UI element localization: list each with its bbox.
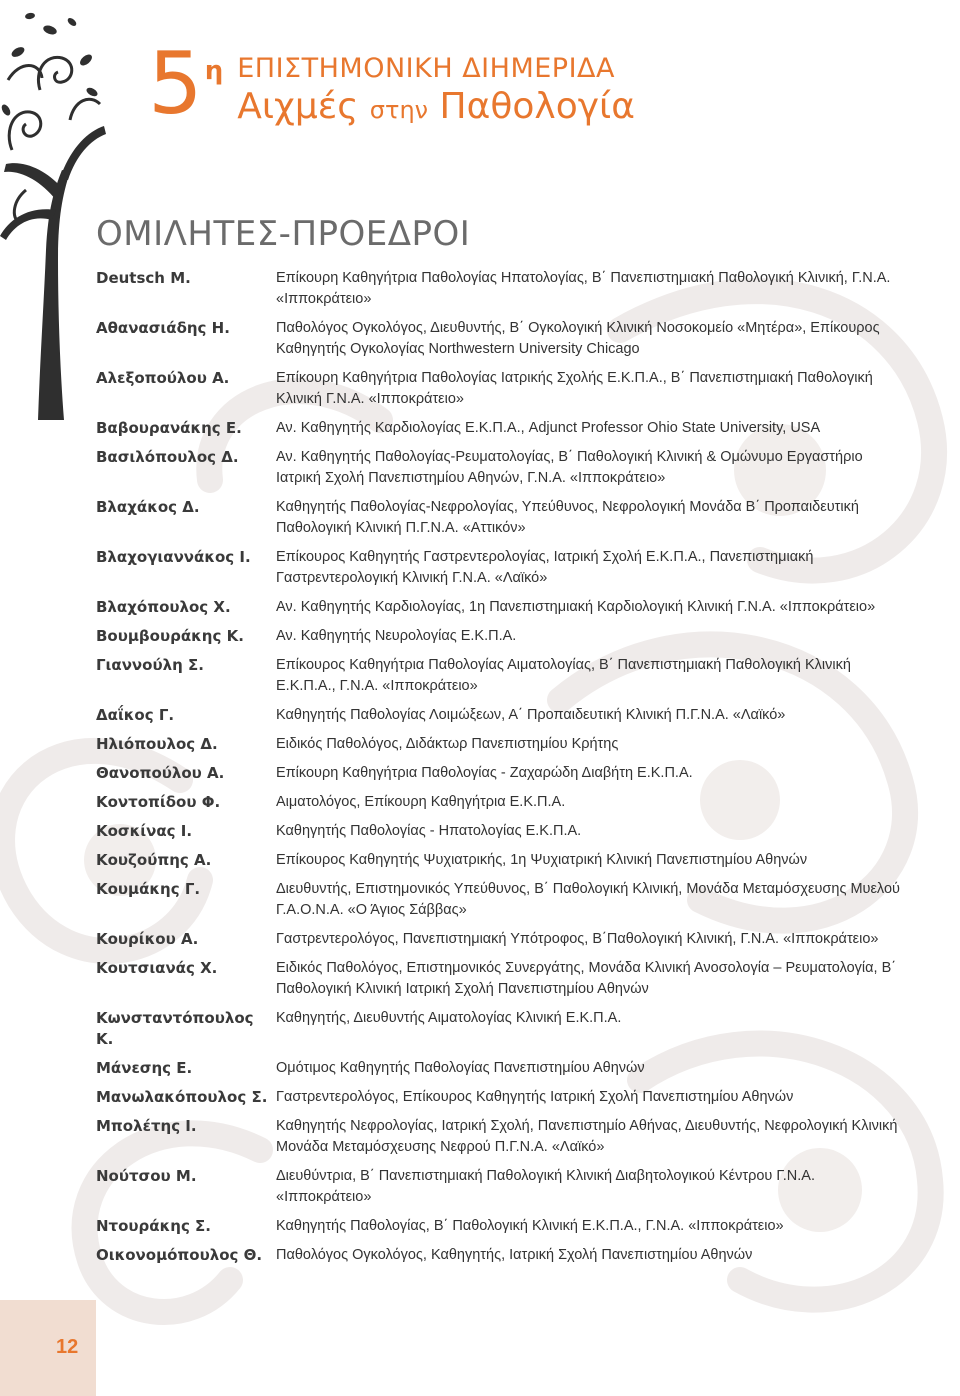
- speaker-row: [96, 318, 906, 360]
- tree-illustration: [0, 0, 110, 420]
- speaker-row: [96, 1216, 906, 1237]
- speaker-row: [96, 929, 906, 950]
- speaker-row: [96, 626, 906, 647]
- edition-text: [237, 54, 635, 131]
- speaker-name: Κουρίκου Α.: [96, 930, 199, 948]
- speaker-role: Αν. Καθηγητής Νευρολογίας Ε.Κ.Π.Α.: [276, 628, 517, 644]
- speaker-name: Κοντοπίδου Φ.: [96, 793, 221, 811]
- speaker-row: [96, 1058, 906, 1079]
- page-number: 12: [56, 1336, 79, 1358]
- event-title: ΕΠΙΣΤΗΜΟΝΙΚΗ ΔΙΗΜΕΡΙΔΑ: [237, 53, 615, 84]
- speaker-name: Μανωλακόπουλος Σ.: [96, 1088, 268, 1106]
- subtitle-part3: Παθολογία: [439, 86, 635, 127]
- speaker-name: Δαΐκος Γ.: [96, 706, 175, 724]
- speaker-name: Μπολέτης Ι.: [96, 1117, 197, 1135]
- event-header: [148, 34, 635, 134]
- speaker-role: Επίκουρος Καθηγήτρια Παθολογίας Αιματολογίας, Β΄ Πανεπιστημιακή Παθολογική Κλινική Ε.Κ.Π.Α., Γ.Ν.Α. «Ιπποκράτειο»: [276, 657, 851, 694]
- speaker-row: [96, 1087, 906, 1108]
- speaker-row: [96, 497, 906, 539]
- speaker-name: Αθανασιάδης Η.: [96, 319, 230, 337]
- speaker-name: Κοσκίνας Ι.: [96, 822, 193, 840]
- speaker-role: Καθηγητής Παθολογίας-Νεφρολογίας, Υπεύθυνος, Νεφρολογική Μονάδα Β΄ Προπαιδευτική Παθολογική Κλινική Π.Γ.Ν.Α. «Αττικόν»: [276, 499, 859, 536]
- speaker-row: [96, 1245, 906, 1266]
- speaker-list: [96, 268, 906, 1274]
- speaker-name: Κουμάκης Γ.: [96, 880, 201, 898]
- speaker-row: [96, 268, 906, 310]
- edition-suffix: η: [204, 56, 224, 86]
- edition-block: [148, 34, 635, 134]
- speaker-row: [96, 958, 906, 1000]
- speaker-row: [96, 368, 906, 410]
- speaker-row: [96, 792, 906, 813]
- speaker-role: Διευθύντρια, Β΄ Πανεπιστημιακή Παθολογική Κλινική Διαβητολογικού Κέντρου Γ.Ν.Α. «Ιπποκράτειο»: [276, 1168, 815, 1205]
- speaker-row: [96, 1008, 906, 1050]
- speaker-name: Ηλιόπουλος Δ.: [96, 735, 218, 753]
- page-number-tab: [0, 1300, 96, 1396]
- speaker-role: Επίκουρη Καθηγήτρια Παθολογίας Ηπατολογίας, Β΄ Πανεπιστημιακή Παθολογική Κλινική, Γ.Ν.Α. «Ιπποκράτειο»: [276, 270, 891, 307]
- speaker-name: Νούτσου Μ.: [96, 1167, 197, 1185]
- speaker-role: Παθολόγος Ογκολόγος, Διευθυντής, Β΄ Ογκολογική Κλινική Νοσοκομείο «Μητέρα», Επίκουρος Καθηγητής Ογκολογίας Northwestern University Chicago: [276, 320, 880, 357]
- speaker-name: Βασιλόπουλος Δ.: [96, 448, 239, 466]
- speaker-role: Επίκουρη Καθηγήτρια Παθολογίας - Ζαχαρώδη Διαβήτη Ε.Κ.Π.Α.: [276, 765, 693, 781]
- speaker-name: Βαβουρανάκης Ε.: [96, 419, 242, 437]
- speaker-role: Διευθυντής, Επιστημονικός Υπεύθυνος, Β΄ Παθολογική Κλινική, Μονάδα Μεταμόσχευσης Μυελού Γ.Α.Ο.Ν.Α. «Ο Άγιος Σάββας»: [276, 881, 900, 918]
- speaker-row: [96, 597, 906, 618]
- event-subtitle: [237, 86, 635, 131]
- speaker-name: Θανοπούλου Α.: [96, 764, 225, 782]
- speaker-name: Γιαννούλη Σ.: [96, 656, 204, 674]
- speaker-row: [96, 547, 906, 589]
- speaker-name: Βλαχόπουλος Χ.: [96, 598, 231, 616]
- speaker-name: Μάνεσης Ε.: [96, 1059, 193, 1077]
- speaker-row: [96, 1116, 906, 1158]
- speaker-name: Οικονομόπουλος Θ.: [96, 1246, 263, 1264]
- speaker-role: Καθηγητής Παθολογίας, Β΄ Παθολογική Κλινική Ε.Κ.Π.Α., Γ.Ν.Α. «Ιπποκράτειο»: [276, 1218, 784, 1234]
- speaker-name: Αλεξοπούλου Α.: [96, 369, 230, 387]
- speaker-row: [96, 821, 906, 842]
- speaker-role: Αν. Καθηγητής Καρδιολογίας, 1η Πανεπιστημιακή Καρδιολογική Κλινική Γ.Ν.Α. «Ιπποκράτειο»: [276, 599, 876, 615]
- speaker-row: [96, 879, 906, 921]
- edition-number: 5: [148, 34, 201, 134]
- speaker-role: Αιματολόγος, Επίκουρη Καθηγήτρια Ε.Κ.Π.Α.: [276, 794, 566, 810]
- speaker-role: Γαστρεντερολόγος, Επίκουρος Καθηγητής Ιατρική Σχολή Πανεπιστημίου Αθηνών: [276, 1089, 794, 1105]
- speaker-name: Κουτσιανάς Χ.: [96, 959, 218, 977]
- speaker-role: Καθηγητής, Διευθυντής Αιματολογίας Κλινική Ε.Κ.Π.Α.: [276, 1010, 622, 1026]
- speaker-role: Επίκουρος Καθηγητής Ψυχιατρικής, 1η Ψυχιατρική Κλινική Πανεπιστημίου Αθηνών: [276, 852, 808, 868]
- speaker-role: Επίκουρη Καθηγήτρια Παθολογίας Ιατρικής Σχολής Ε.Κ.Π.Α., Β΄ Πανεπιστημιακή Παθολογική Κλινική Γ.Ν.Α. «Ιπποκράτειο»: [276, 370, 873, 407]
- speaker-row: [96, 447, 906, 489]
- speaker-role: Ειδικός Παθολόγος, Διδάκτωρ Πανεπιστημίου Κρήτης: [276, 736, 619, 752]
- speaker-role: Αν. Καθηγητής Παθολογίας-Ρευματολογίας, Β΄ Παθολογική Κλινική & Ομώνυμο Εργαστήριο Ιατρική Σχολή Πανεπιστημίου Αθηνών, Γ.Ν.Α. «Ιπποκράτειο»: [276, 449, 863, 486]
- speaker-name: Βλαχάκος Δ.: [96, 498, 200, 516]
- speaker-role: Επίκουρος Καθηγητής Γαστρεντερολογίας, Ιατρική Σχολή Ε.Κ.Π.Α., Πανεπιστημιακή Γαστρεντερολογική Κλινική Γ.Ν.Α. «Λαϊκό»: [276, 549, 814, 586]
- speaker-name: Κωνσταντόπουλος Κ.: [96, 1009, 254, 1048]
- subtitle-part1: Αιχμές: [237, 86, 359, 127]
- subtitle-part2: στην: [369, 96, 429, 124]
- speaker-row: [96, 763, 906, 784]
- speaker-role: Γαστρεντερολόγος, Πανεπιστημιακή Υπότροφος, Β΄Παθολογική Κλινική, Γ.Ν.Α. «Ιπποκράτειο»: [276, 931, 879, 947]
- speaker-role: Καθηγητής Παθολογίας - Ηπατολογίας Ε.Κ.Π.Α.: [276, 823, 582, 839]
- speaker-row: [96, 850, 906, 871]
- speaker-row: [96, 655, 906, 697]
- speaker-role: Αν. Καθηγητής Καρδιολογίας Ε.Κ.Π.Α., Adjunct Professor Ohio State University, USA: [276, 420, 821, 436]
- speaker-row: [96, 418, 906, 439]
- speaker-name: Βουμβουράκης Κ.: [96, 627, 244, 645]
- speaker-name: Κουζούπης Α.: [96, 851, 212, 869]
- speaker-role: Ειδικός Παθολόγος, Επιστημονικός Συνεργάτης, Μονάδα Κλινική Ανοσολογία – Ρευματολογία, Β΄ Παθολογική Κλινική Ιατρική Σχολή Πανεπιστημίου Αθηνών: [276, 960, 897, 997]
- speaker-role: Παθολόγος Ογκολόγος, Καθηγητής, Ιατρική Σχολή Πανεπιστημίου Αθηνών: [276, 1247, 753, 1263]
- speaker-row: [96, 705, 906, 726]
- section-title: ΟΜΙΛΗΤΕΣ-ΠΡΟΕΔΡΟΙ: [96, 214, 471, 254]
- speaker-name: Βλαχογιαννάκος Ι.: [96, 548, 251, 566]
- speaker-role: Καθηγητής Νεφρολογίας, Ιατρική Σχολή, Πανεπιστημίο Αθήνας, Διευθυντής, Νεφρολογική Κλινική Μονάδα Μεταμόσχευσης Νεφρού Π.Γ.Ν.Α. «Λαϊκό»: [276, 1118, 898, 1155]
- speaker-name: Deutsch M.: [96, 269, 191, 287]
- speaker-role: Καθηγητής Παθολογίας Λοιμώξεων, Α΄ Προπαιδευτική Κλινική Π.Γ.Ν.Α. «Λαϊκό»: [276, 707, 786, 723]
- speaker-row: [96, 1166, 906, 1208]
- speaker-role: Ομότιμος Καθηγητής Παθολογίας Πανεπιστημίου Αθηνών: [276, 1060, 645, 1076]
- speaker-row: [96, 734, 906, 755]
- speaker-name: Ντουράκης Σ.: [96, 1217, 211, 1235]
